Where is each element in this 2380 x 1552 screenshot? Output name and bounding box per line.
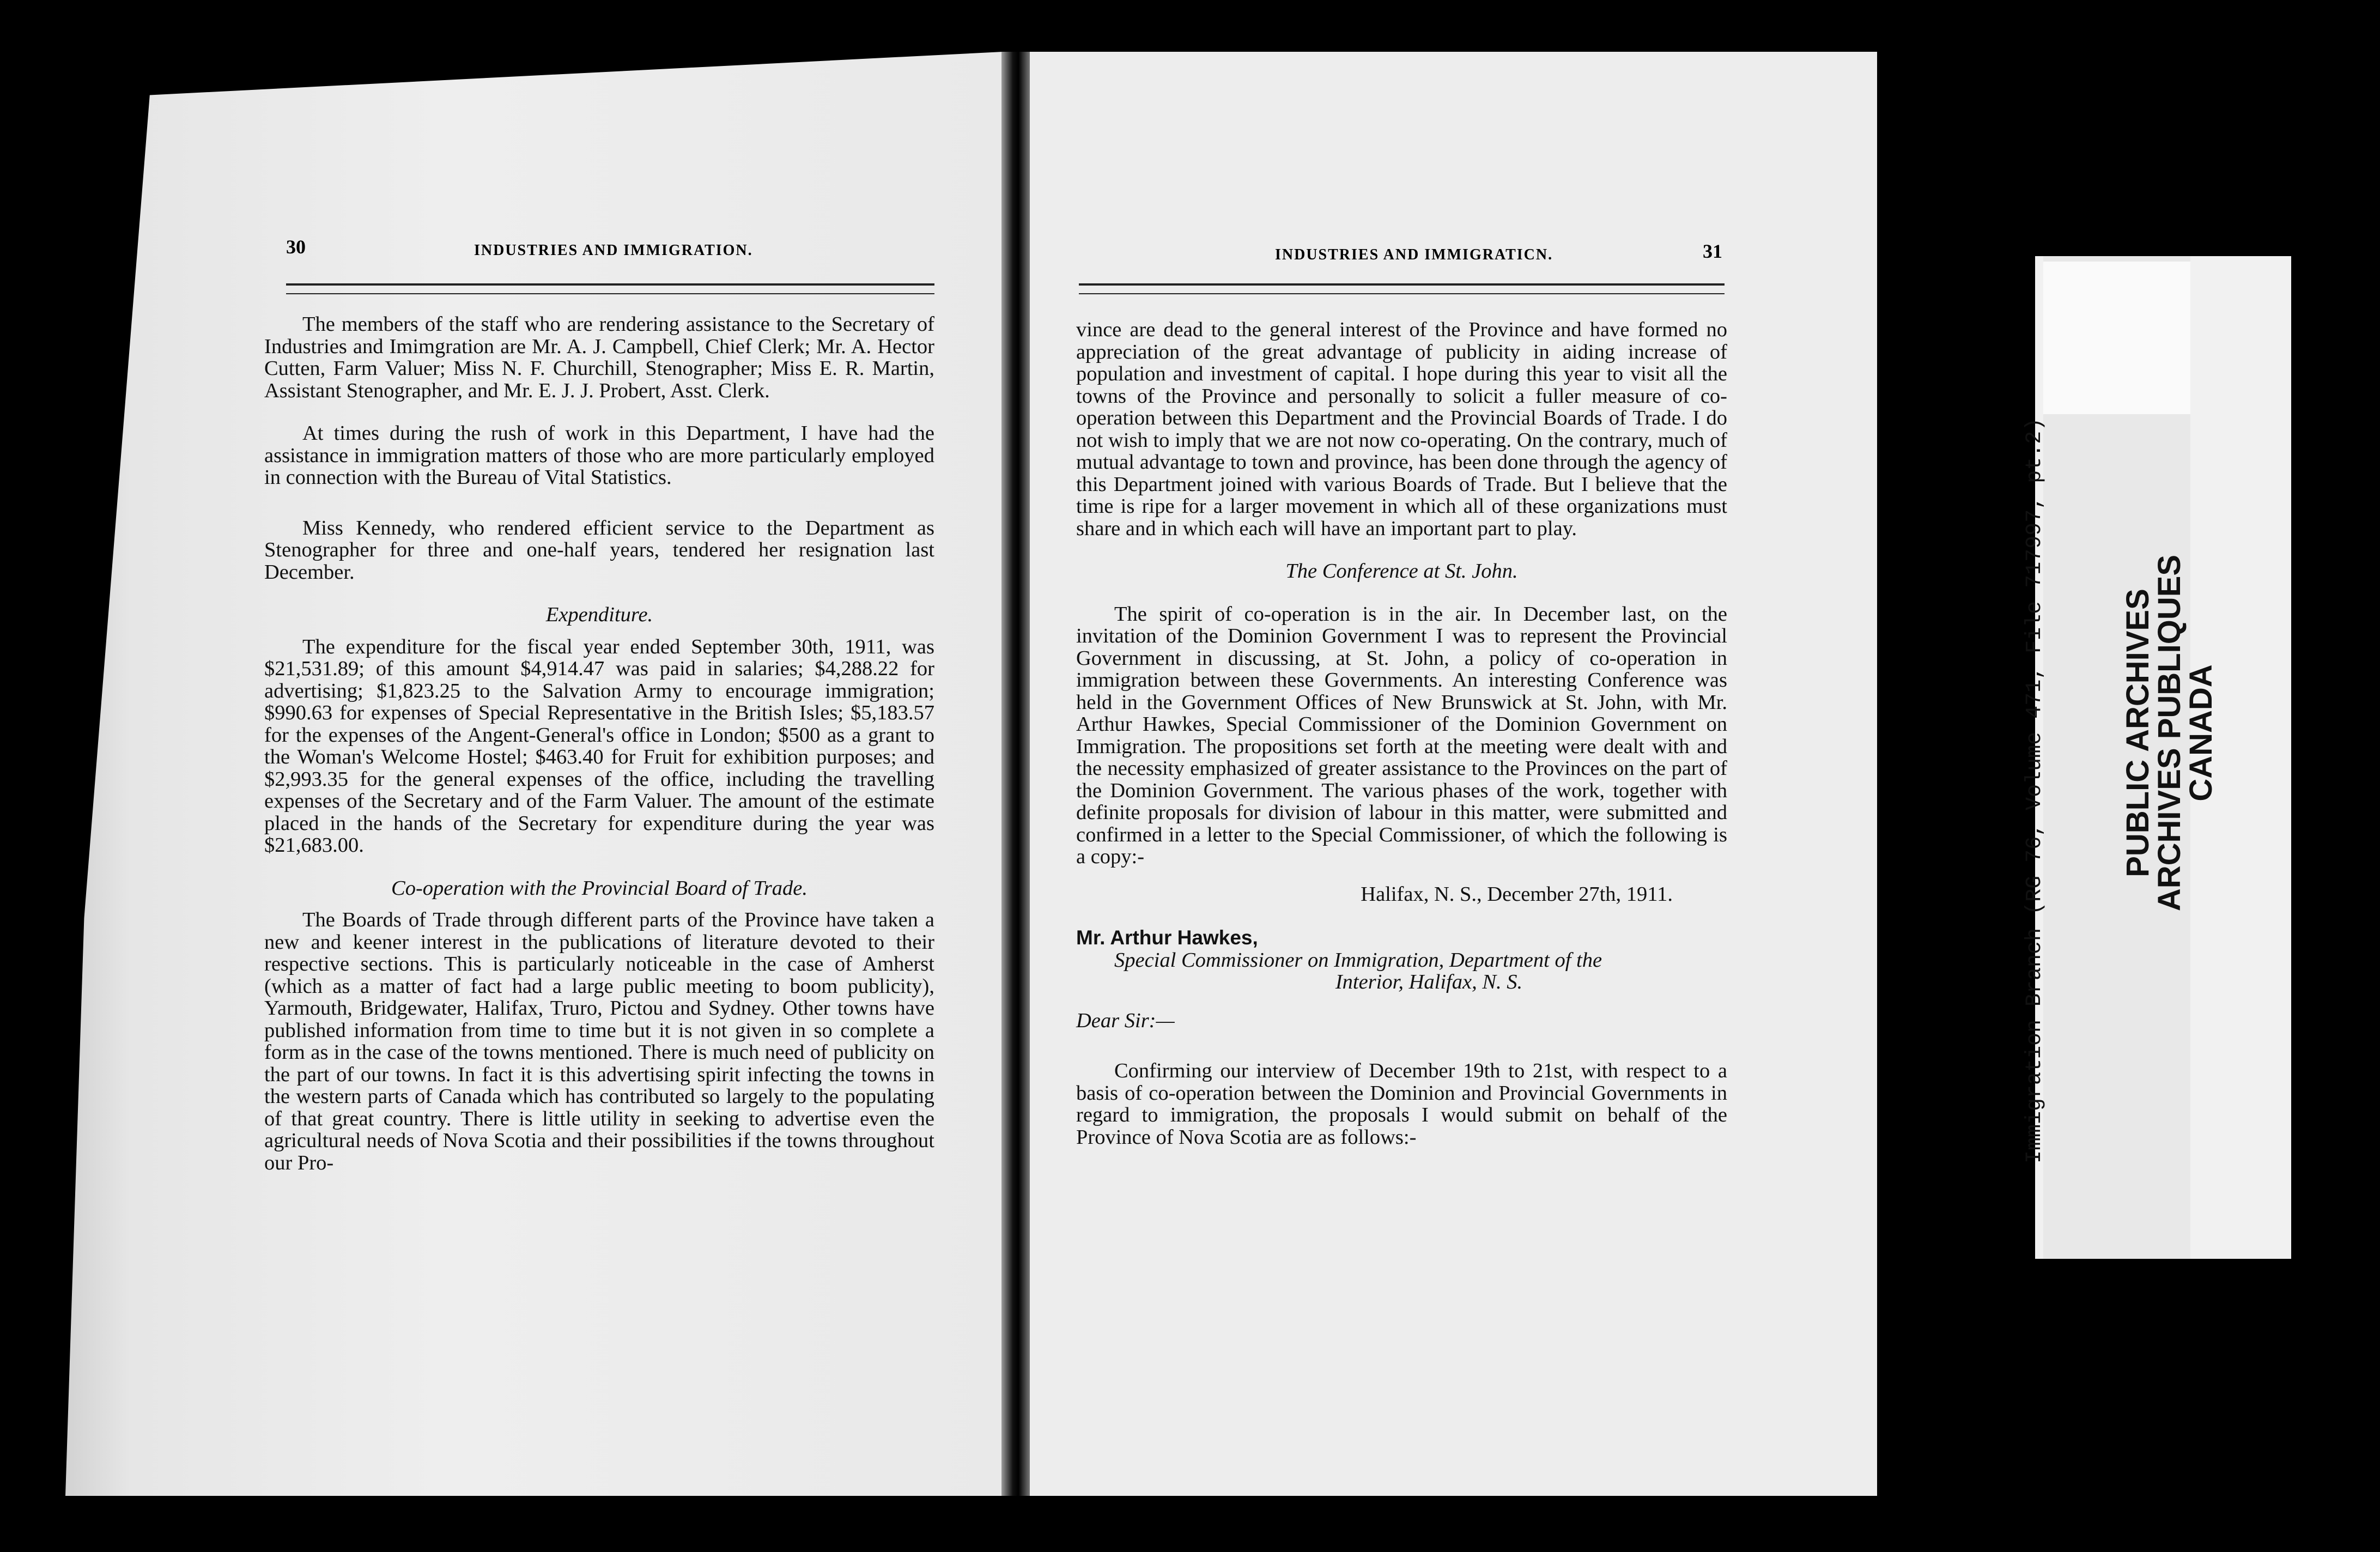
right-page-body: [1076, 319, 1727, 1148]
staff-paragraph: The members of the staff who are rendering assistance to the Secretary of Industries and Imimgration are Mr. A. J. Campbell, Chief Clerk; Mr. A. Hector Cutten, Farm Valuer; Miss N. F. Churchill, Stenographer; Miss E. R. Martin, Assistant Stenographer, and Mr. E. J. J. Probert, Asst. Clerk.: [264, 313, 934, 402]
book-binding: [1001, 52, 1030, 1496]
expenditure-paragraph: The expenditure for the fiscal year ended September 30th, 1911, was $21,531.89; of this amount $4,914.47 was paid in salaries; $4,288.22 for advertising; $1,823.25 to the Salvation Army to encourage immigration; $990.63 for expenses of Special Representative in the British Isles; $5,183.57 for the expenses of the Angent-General's office in London; $500 as a grant to the Woman's Welcome Hostel; $463.40 for Fruit for exhibition purposes; and $2,993.35 for the general expenses of the office, including the travelling expenses of the Secretary and of the Farm Valuer. The amount of the estimate placed in the hands of the Secretary for expenditure during the year was $21,683.00.: [264, 635, 934, 857]
salutation: Dear Sir:—: [1076, 1009, 1175, 1032]
archive-line-3: CANADA: [2183, 664, 2219, 802]
archive-stamp: [2122, 534, 2217, 932]
cooperation-heading: Co-operation with the Provincial Board of Trade.: [391, 876, 807, 900]
archive-line-2: ARCHIVES PUBLIQUES: [2152, 554, 2187, 912]
conference-heading: The Conference at St. John.: [1285, 560, 1518, 583]
page-number-right: 31: [1703, 240, 1722, 262]
addressee-title-line1: Special Commissioner on Immigration, Department of the: [1114, 948, 1602, 972]
addressee-name: Mr. Arthur Hawkes,: [1076, 926, 1258, 949]
running-head-left: INDUSTRIES AND IMMIGRATION.: [474, 242, 753, 259]
left-page-body: [264, 313, 934, 1174]
page-number-left: 30: [286, 236, 306, 258]
header-rule-right: [1079, 283, 1725, 294]
running-head-right: INDUSTRIES AND IMMIGRATICN.: [1275, 246, 1553, 263]
letter-dateline: Halifax, N. S., December 27th, 1911.: [1361, 882, 1673, 906]
conference-paragraph: The spirit of co-operation is in the air. In December last, on the invitation of the Dominion Government I was to represent the Provincial Government in discussing, at St. John, a policy of co-operation in immigration between these Governments. An interesting Conference was held in the Government Offices of New Brunswick at St. John, with Mr. Arthur Hawkes, Special Commissioner of the Dominion Government on Immigration. The propositions set forth at the meeting were dealt with and the necessity emphasized of greater assistance to the Provinces on the part of the Dominion Government. The various phases of the work, together with definite proposals for division of labour in this matter, were submitted and confirmed in a letter to the Special Commissioner, of which the following is a copy:-: [1076, 602, 1727, 868]
addressee-title-line2: Interior, Halifax, N. S.: [1335, 971, 1523, 993]
expenditure-heading: Expenditure.: [545, 603, 653, 626]
archive-label-highlight: [2043, 262, 2190, 414]
continuation-paragraph: vince are dead to the general interest of the Province and have formed no appreciation of the great advantage of publicity in aiding increase of population and investment of capital. I hope during this year to visit all the towns of the Province and personally to solicit a fuller measure of co-operation between this Department and the Provincial Boards of Trade. I do not wish to imply that we are not now co-operating. On the contrary, much of mutual advantage to town and province, has been done through the agency of this Department joined with various Boards of Trade. But I believe that the time is ripe for a larger movement in which all of these organizations must share and in which each will have an important part to play.: [1076, 318, 1727, 540]
resignation-paragraph: Miss Kennedy, who rendered efficient service to the Department as Stenographer for three and one-half years, tendered her resignation last December.: [264, 516, 934, 584]
letter-paragraph: Confirming our interview of December 19th to 21st, with respect to a basis of co-operation between the Dominion and Provincial Governments in regard to immigration, the proposals I would submit on behalf of the Province of Nova Scotia are as follows:-: [1076, 1059, 1727, 1149]
cooperation-paragraph: The Boards of Trade through different parts of the Province have taken a new and keener interest in the publications of literature devoted to their respective sections. This is particularly noticeable in the case of Amherst (which as a matter of fact had a large public meeting to boom publicity), Yarmouth, Bridgewater, Halifax, Truro, Pictou and Sydney. Other towns have published information from time to time but it is not given in so complete a form as in the case of the towns mentioned. There is much need of publicity on the part of our towns. In fact it is this advertising spirit infecting the towns in the western parts of Canada which has contributed so largely to the populating of that great country. There is little utility in seeking to advertise even the agricultural needs of Nova Scotia and their possibilities if the towns throughout our Pro-: [264, 908, 934, 1174]
assistance-paragraph: At times during the rush of work in this Department, I have had the assistance in immigration matters of those who are more particularly employed in connection with the Bureau of Vital Statistics.: [264, 422, 934, 489]
archive-file-reference: Immigration Branch (RG 76, Volume 471, File 717997, pt.2): [2023, 417, 2047, 1163]
header-rule-left: [286, 283, 934, 294]
archive-line-1: PUBLIC ARCHIVES: [2120, 589, 2156, 877]
